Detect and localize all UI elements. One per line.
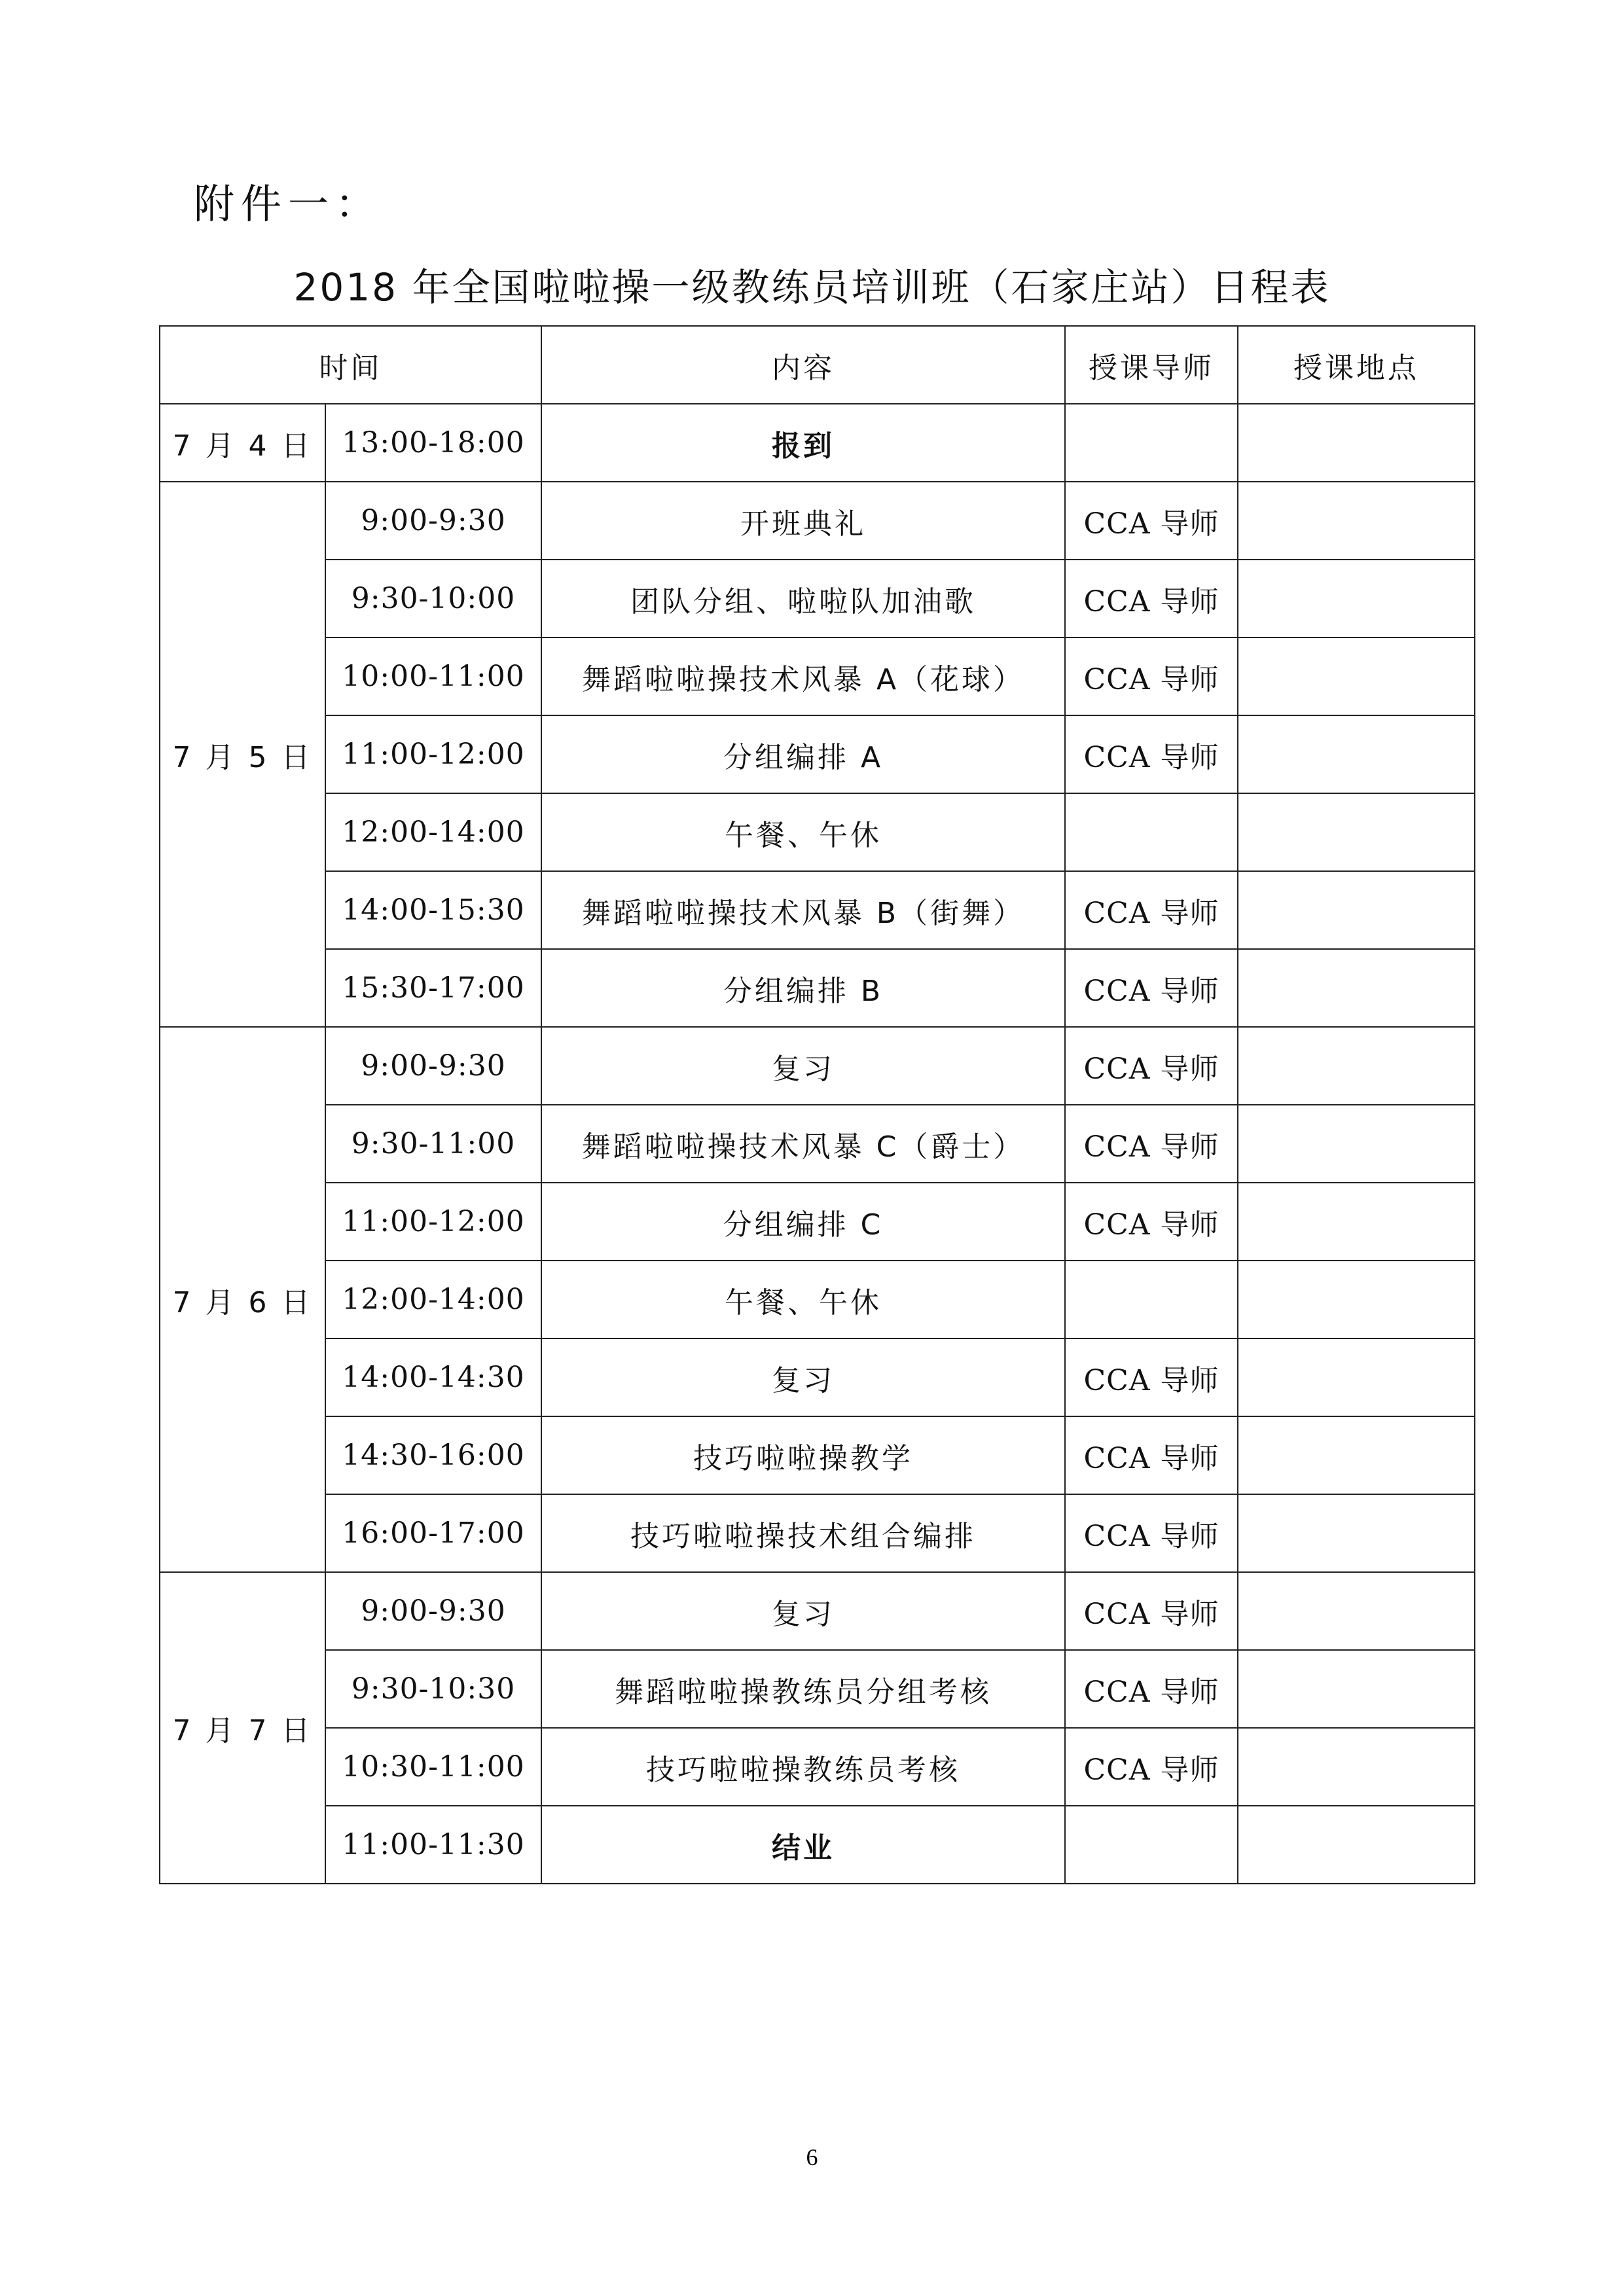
content-cell: 午餐、午休 — [541, 1261, 1065, 1338]
location-cell — [1238, 1183, 1475, 1261]
time-cell: 11:00-12:00 — [325, 715, 541, 793]
schedule-row — [160, 1728, 1475, 1806]
time-cell: 9:30-10:00 — [325, 560, 541, 637]
schedule-row — [160, 560, 1475, 637]
page-number: 6 — [806, 2144, 818, 2170]
time-cell: 12:00-14:00 — [325, 1261, 541, 1338]
schedule-row — [160, 1027, 1475, 1105]
time-cell: 10:30-11:00 — [325, 1728, 541, 1806]
instructor-cell: CCA 导师 — [1065, 482, 1238, 560]
schedule-row — [160, 404, 1475, 482]
instructor-cell: CCA 导师 — [1065, 1494, 1238, 1572]
instructor-cell: CCA 导师 — [1065, 1572, 1238, 1650]
schedule-row — [160, 1183, 1475, 1261]
content-cell: 技巧啦啦操教学 — [541, 1416, 1065, 1494]
location-cell — [1238, 637, 1475, 715]
schedule-row — [160, 1416, 1475, 1494]
instructor-cell — [1065, 1261, 1238, 1338]
time-cell: 13:00-18:00 — [325, 404, 541, 482]
schedule-body — [160, 326, 1475, 1884]
instructor-cell: CCA 导师 — [1065, 1105, 1238, 1183]
location-cell — [1238, 404, 1475, 482]
location-cell — [1238, 1027, 1475, 1105]
date-cell: 7 月 6 日 — [160, 1027, 325, 1572]
schedule-row — [160, 949, 1475, 1027]
time-cell: 11:00-12:00 — [325, 1183, 541, 1261]
schedule-row — [160, 1494, 1475, 1572]
content-cell: 舞蹈啦啦操教练员分组考核 — [541, 1650, 1065, 1728]
location-cell — [1238, 871, 1475, 949]
content-cell: 舞蹈啦啦操技术风暴 B（街舞） — [541, 871, 1065, 949]
content-cell: 报到 — [541, 404, 1065, 482]
date-cell: 7 月 7 日 — [160, 1572, 325, 1884]
instructor-cell: CCA 导师 — [1065, 1338, 1238, 1416]
time-cell: 9:30-10:30 — [325, 1650, 541, 1728]
instructor-cell: CCA 导师 — [1065, 1416, 1238, 1494]
time-cell: 9:00-9:30 — [325, 482, 541, 560]
location-cell — [1238, 560, 1475, 637]
schedule-table — [159, 325, 1475, 1884]
content-cell: 团队分组、啦啦队加油歌 — [541, 560, 1065, 637]
attachment-label: 附件一： — [194, 180, 383, 228]
schedule-row — [160, 1650, 1475, 1728]
time-cell: 15:30-17:00 — [325, 949, 541, 1027]
time-cell: 16:00-17:00 — [325, 1494, 541, 1572]
time-cell: 14:30-16:00 — [325, 1416, 541, 1494]
content-cell: 舞蹈啦啦操技术风暴 A（花球） — [541, 637, 1065, 715]
content-cell: 分组编排 C — [541, 1183, 1065, 1261]
document-title: 2018 年全国啦啦操一级教练员培训班（石家庄站）日程表 — [293, 265, 1331, 310]
time-cell: 14:00-14:30 — [325, 1338, 541, 1416]
instructor-cell — [1065, 404, 1238, 482]
location-cell — [1238, 1261, 1475, 1338]
content-cell: 分组编排 A — [541, 715, 1065, 793]
time-cell: 14:00-15:30 — [325, 871, 541, 949]
date-cell: 7 月 5 日 — [160, 482, 325, 1027]
content-cell: 技巧啦啦操技术组合编排 — [541, 1494, 1065, 1572]
content-cell: 技巧啦啦操教练员考核 — [541, 1728, 1065, 1806]
instructor-cell: CCA 导师 — [1065, 715, 1238, 793]
location-cell — [1238, 1806, 1475, 1884]
schedule-row — [160, 637, 1475, 715]
location-cell — [1238, 793, 1475, 871]
instructor-cell: CCA 导师 — [1065, 871, 1238, 949]
instructor-cell: CCA 导师 — [1065, 1183, 1238, 1261]
location-cell — [1238, 1338, 1475, 1416]
location-cell — [1238, 1650, 1475, 1728]
schedule-row — [160, 1338, 1475, 1416]
header-row — [160, 326, 1475, 404]
content-cell: 开班典礼 — [541, 482, 1065, 560]
date-cell: 7 月 4 日 — [160, 404, 325, 482]
time-cell: 10:00-11:00 — [325, 637, 541, 715]
time-cell: 9:00-9:30 — [325, 1572, 541, 1650]
schedule-row — [160, 715, 1475, 793]
instructor-cell: CCA 导师 — [1065, 637, 1238, 715]
location-cell — [1238, 1105, 1475, 1183]
header-content: 内容 — [541, 326, 1065, 404]
location-cell — [1238, 1416, 1475, 1494]
schedule-row — [160, 1572, 1475, 1650]
schedule-row — [160, 482, 1475, 560]
instructor-cell: CCA 导师 — [1065, 560, 1238, 637]
location-cell — [1238, 949, 1475, 1027]
content-cell: 复习 — [541, 1572, 1065, 1650]
location-cell — [1238, 1728, 1475, 1806]
instructor-cell — [1065, 793, 1238, 871]
header-location: 授课地点 — [1238, 326, 1475, 404]
schedule-row — [160, 1806, 1475, 1884]
header-instructor: 授课导师 — [1065, 326, 1238, 404]
schedule-row — [160, 871, 1475, 949]
instructor-cell: CCA 导师 — [1065, 949, 1238, 1027]
location-cell — [1238, 1572, 1475, 1650]
schedule-row — [160, 1261, 1475, 1338]
content-cell: 午餐、午休 — [541, 793, 1065, 871]
time-cell: 11:00-11:30 — [325, 1806, 541, 1884]
content-cell: 复习 — [541, 1338, 1065, 1416]
instructor-cell: CCA 导师 — [1065, 1650, 1238, 1728]
schedule-row — [160, 1105, 1475, 1183]
content-cell: 复习 — [541, 1027, 1065, 1105]
header-time: 时间 — [160, 326, 541, 404]
content-cell: 分组编排 B — [541, 949, 1065, 1027]
instructor-cell — [1065, 1806, 1238, 1884]
time-cell: 12:00-14:00 — [325, 793, 541, 871]
schedule-row — [160, 793, 1475, 871]
time-cell: 9:30-11:00 — [325, 1105, 541, 1183]
content-cell: 结业 — [541, 1806, 1065, 1884]
instructor-cell: CCA 导师 — [1065, 1027, 1238, 1105]
location-cell — [1238, 1494, 1475, 1572]
instructor-cell: CCA 导师 — [1065, 1728, 1238, 1806]
content-cell: 舞蹈啦啦操技术风暴 C（爵士） — [541, 1105, 1065, 1183]
location-cell — [1238, 715, 1475, 793]
time-cell: 9:00-9:30 — [325, 1027, 541, 1105]
location-cell — [1238, 482, 1475, 560]
